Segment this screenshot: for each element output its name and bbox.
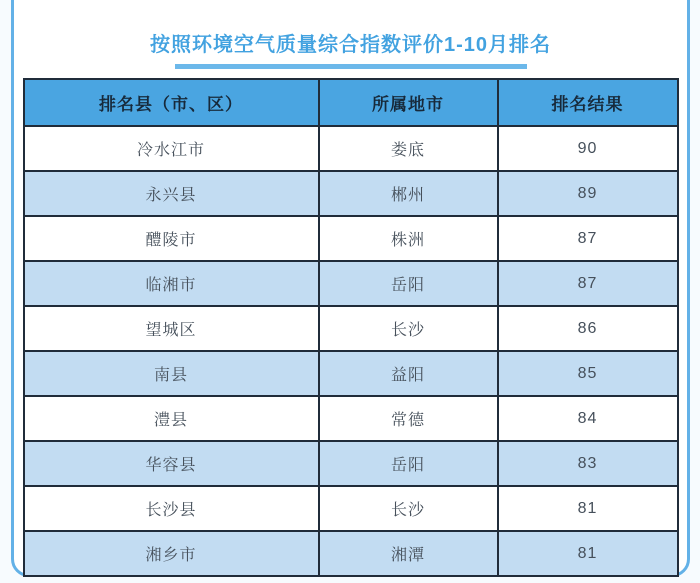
table-row [24,216,678,261]
county-cell: 华容县 [24,441,319,486]
table-row [24,531,678,576]
city-cell: 岳阳 [319,261,498,306]
city-cell: 长沙 [319,306,498,351]
table-row [24,261,678,306]
city-cell: 长沙 [319,486,498,531]
county-cell: 醴陵市 [24,216,319,261]
county-cell: 长沙县 [24,486,319,531]
table-row [24,486,678,531]
county-cell: 永兴县 [24,171,319,216]
column-header-result: 排名结果 [498,79,678,126]
table-row [24,351,678,396]
result-cell: 85 [498,351,678,396]
result-cell: 90 [498,126,678,171]
county-cell: 望城区 [24,306,319,351]
ranking-card [11,0,690,577]
result-cell: 81 [498,531,678,576]
table-row [24,396,678,441]
city-cell: 益阳 [319,351,498,396]
table-row [24,441,678,486]
city-cell: 娄底 [319,126,498,171]
result-cell: 89 [498,171,678,216]
county-cell: 南县 [24,351,319,396]
column-header-county: 排名县（市、区） [24,79,319,126]
city-cell: 湘潭 [319,531,498,576]
result-cell: 87 [498,216,678,261]
page-title: 按照环境空气质量综合指数评价1-10月排名 [149,34,552,56]
ranking-table [23,78,679,577]
city-cell: 株洲 [319,216,498,261]
result-cell: 83 [498,441,678,486]
result-cell: 81 [498,486,678,531]
table-header-row [24,79,678,126]
county-cell: 临湘市 [24,261,319,306]
county-cell: 澧县 [24,396,319,441]
column-header-city: 所属地市 [319,79,498,126]
title-underline-bar [175,64,527,69]
city-cell: 郴州 [319,171,498,216]
county-cell: 湘乡市 [24,531,319,576]
city-cell: 岳阳 [319,441,498,486]
ranking-card-content [14,3,687,574]
county-cell: 冷水江市 [24,126,319,171]
city-cell: 常德 [319,396,498,441]
result-cell: 87 [498,261,678,306]
result-cell: 86 [498,306,678,351]
table-row [24,126,678,171]
result-cell: 84 [498,396,678,441]
table-row [24,171,678,216]
table-row [24,306,678,351]
